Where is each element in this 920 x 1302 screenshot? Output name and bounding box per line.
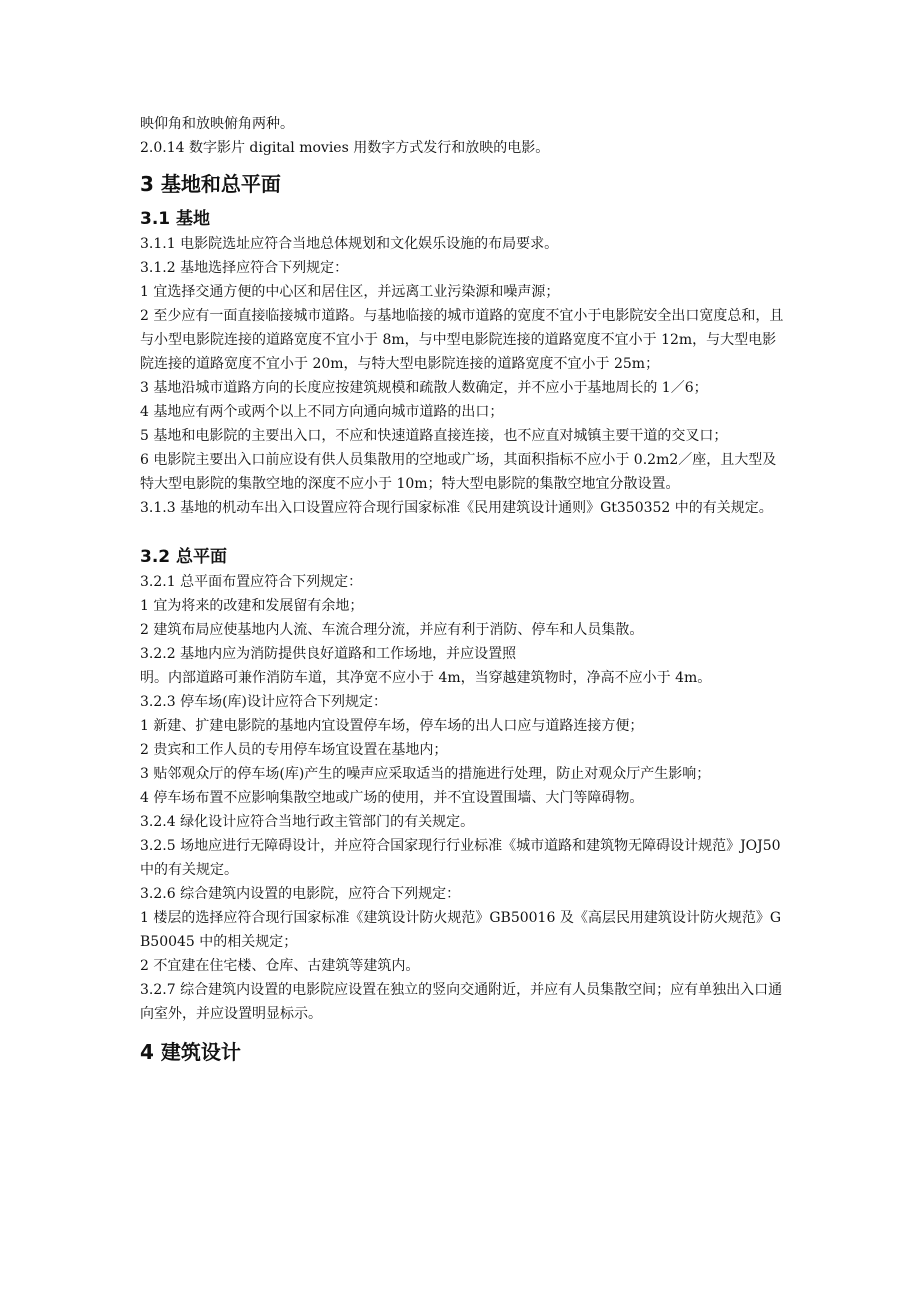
text-line: 3.2.6 综合建筑内设置的电影院，应符合下列规定：	[140, 886, 461, 902]
text-line: 3.1.2 基地选择应符合下列规定：	[140, 260, 349, 276]
text-line: 1 新建、扩建电影院的基地内宜设置停车场，停车场的出人口应与道路连接方便；	[140, 718, 644, 734]
text-line: 3.1.3 基地的机动车出入口设置应符合现行国家标准《民用建筑设计通则》Gt350352 中的有关规定。	[140, 500, 773, 516]
text-line: 3 贴邻观众厅的停车场(库)产生的噪声应采取适当的措施进行处理，防止对观众厅产生影响；	[140, 766, 711, 782]
text-line: 4 停车场布置不应影响集散空地或广场的使用，并不宜设置围墙、大门等障碍物。	[140, 790, 644, 806]
text-line: 6 电影院主要出入口前应设有供人员集散用的空地或广场，其面积指标不应小于 0.2m2／座，且大型及特大型电影院的集散空地的深度不应小于 10m；特大型电影院的集散空地宜分散设置。	[140, 452, 777, 492]
text-line: 映仰角和放映俯角两种。	[140, 116, 294, 132]
text-line: 4 基地应有两个或两个以上不同方向通向城市道路的出口；	[140, 404, 504, 420]
text-line: 2 建筑布局应使基地内人流、车流合理分流，并应有利于消防、停车和人员集散。	[140, 622, 644, 638]
section-3-2-heading: 3.2 总平面	[140, 547, 228, 567]
text-line: 2 不宜建在住宅楼、仓库、古建筑等建筑内。	[140, 958, 420, 974]
section-4-heading: 4 建筑设计	[140, 1040, 241, 1064]
text-line: 2 贵宾和工作人员的专用停车场宜设置在基地内；	[140, 742, 448, 758]
text-line: 2.0.14 数字影片 digital movies 用数字方式发行和放映的电影。	[140, 140, 550, 156]
section-3-heading: 3 基地和总平面	[140, 172, 281, 196]
document-page	[140, 112, 790, 1074]
text-line: 1 楼层的选择应符合现行国家标准《建筑设计防火规范》GB50016 及《高层民用建筑设计防火规范》GB50045 中的相关规定；	[140, 910, 781, 950]
text-line: 5 基地和电影院的主要出入口，不应和快速道路直接连接，也不应直对城镇主要干道的交叉口；	[140, 428, 728, 444]
text-line: 3.2.7 综合建筑内设置的电影院应设置在独立的竖向交通附近，并应有人员集散空间；应有单独出入口通向室外，并应设置明显标示。	[140, 982, 783, 1022]
text-line: 3.1.1 电影院选址应符合当地总体规划和文化娱乐设施的布局要求。	[140, 236, 559, 252]
text-line: 3.2.2 基地内应为消防提供良好道路和工作场地，并应设置照	[140, 646, 517, 662]
section-3-1-heading: 3.1 基地	[140, 209, 211, 229]
text-line: 3 基地沿城市道路方向的长度应按建筑规模和疏散人数确定，并不应小于基地周长的 1／6；	[140, 380, 708, 396]
text-line: 3.2.1 总平面布置应符合下列规定：	[140, 574, 363, 590]
text-line: 1 宜为将来的改建和发展留有余地；	[140, 598, 364, 614]
text-line: 3.2.4 绿化设计应符合当地行政主管部门的有关规定。	[140, 814, 475, 830]
text-line: 明。内部道路可兼作消防车道，其净宽不应小于 4m，当穿越建筑物时，净高不应小于 4m。	[140, 670, 712, 686]
text-line: 3.2.5 场地应进行无障碍设计，并应符合国家现行行业标准《城市道路和建筑物无障碍设计规范》JOJ50 中的有关规定。	[140, 838, 781, 878]
text-line: 3.2.3 停车场(库)设计应符合下列规定：	[140, 694, 387, 710]
text-line: 1 宜选择交通方便的中心区和居住区，并远离工业污染源和噪声源；	[140, 284, 560, 300]
text-line: 2 至少应有一面直接临接城市道路。与基地临接的城市道路的宽度不宜小于电影院安全出口宽度总和，且与小型电影院连接的道路宽度不宜小于 8m，与中型电影院连接的道路宽度不宜小于 12m，与大型电影院连接的道路宽度不宜小于 20m，与特大型电影院连接的道路宽度不宜小于 25m；	[140, 308, 784, 372]
